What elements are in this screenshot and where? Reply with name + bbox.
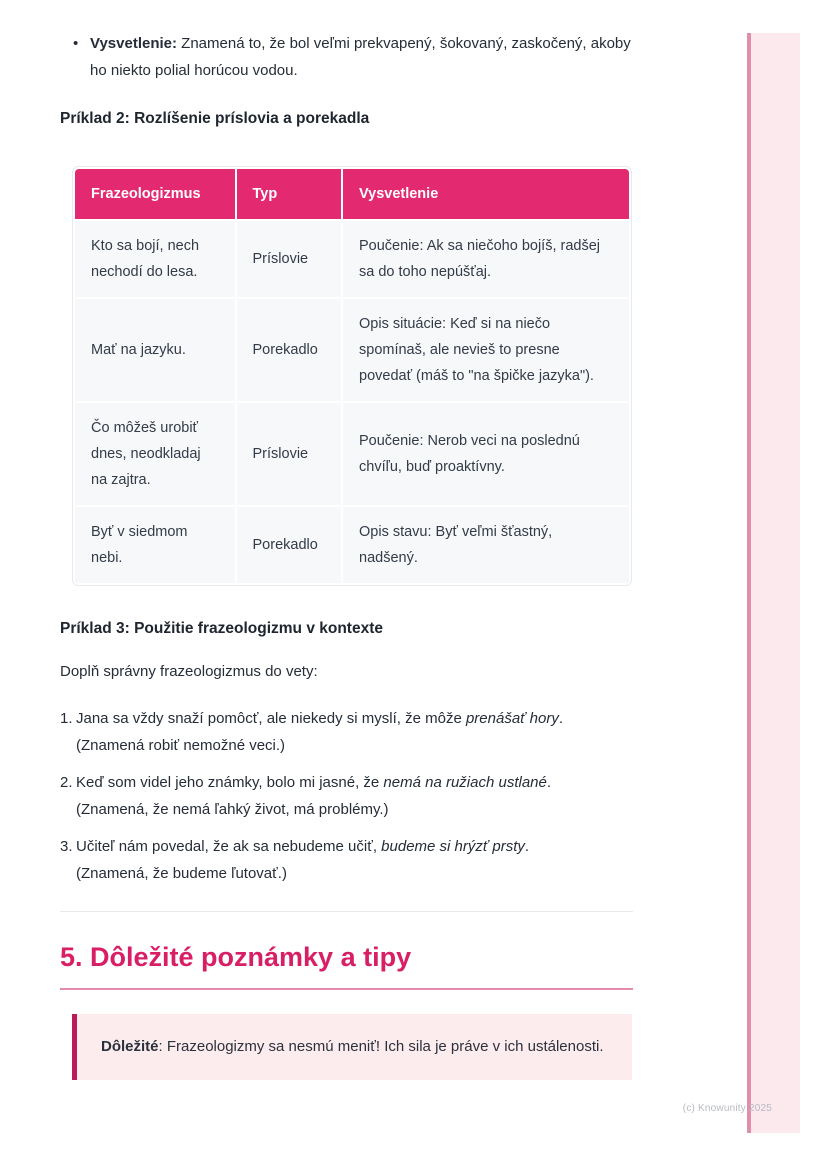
list-item-number: 3.: [60, 838, 73, 855]
list-item: [60, 705, 633, 759]
cell-frazeologizmus: Mať na jazyku.: [75, 299, 235, 401]
meaning-note: (Znamená, že nemá ľahký život, má problémy.): [76, 801, 389, 818]
table-header-row: [75, 169, 629, 219]
phraseology-table: [73, 167, 631, 585]
section-divider: [60, 911, 633, 912]
cell-frazeologizmus: Kto sa bojí, nech nechodí do lesa.: [75, 221, 235, 297]
cell-typ: Príslovie: [237, 403, 342, 505]
important-callout: [72, 1014, 632, 1080]
right-margin-stripe-band: [751, 33, 800, 1133]
section-heading-5: 5. Dôležité poznámky a tipy: [60, 940, 633, 990]
list-item-text: [76, 705, 633, 759]
idiom-italic: budeme si hrýzť prsty: [381, 838, 525, 855]
exercise-intro: Doplň správny frazeologizmus do vety:: [60, 663, 318, 680]
cell-frazeologizmus: Čo môžeš urobiť dnes, neodkladaj na zajtra.: [75, 403, 235, 505]
table-row: [75, 507, 629, 583]
cell-vysvetlenie: Opis stavu: Byť veľmi šťastný, nadšený.: [343, 507, 629, 583]
bullet-text: [90, 30, 633, 84]
table-row: [75, 221, 629, 297]
list-item: [60, 769, 633, 823]
sentence-start: Keď som videl jeho známky, bolo mi jasné, že: [76, 774, 384, 791]
cell-vysvetlenie: Opis situácie: Keď si na niečo spomínaš, ale nevieš to presne povedať (máš to "na špičke jazyka").: [343, 299, 629, 401]
list-item-number: 1.: [60, 710, 73, 727]
meaning-note: (Znamená robiť nemožné veci.): [76, 737, 286, 754]
cell-frazeologizmus: Byť v siedmom nebi.: [75, 507, 235, 583]
sentence-end: .: [558, 710, 564, 727]
bullet-marker: •: [73, 35, 79, 52]
table-row: [75, 299, 629, 401]
column-header-vysvetlenie: Vysvetlenie: [343, 169, 629, 219]
idiom-italic: nemá na ružiach ustlané: [383, 774, 547, 791]
table-row: [75, 403, 629, 505]
right-margin-stripe-line: [747, 33, 751, 1133]
heading-priklad-3: Príklad 3: Použitie frazeologizmu v kontexte: [60, 620, 383, 637]
list-item-number: 2.: [60, 774, 73, 791]
heading-priklad-2: Príklad 2: Rozlíšenie príslovia a porekadla: [60, 110, 370, 127]
bullet-item-vysvetlenie: [60, 30, 633, 84]
sentence-start: Jana sa vždy snaží pomôcť, ale niekedy si myslí, že môže: [76, 710, 466, 727]
sentence-end: .: [524, 838, 530, 855]
column-header-typ: Typ: [237, 169, 342, 219]
meaning-note: (Znamená, že budeme ľutovať.): [76, 865, 287, 882]
idiom-italic: prenášať hory: [465, 710, 559, 727]
cell-typ: Príslovie: [237, 221, 342, 297]
sentence-end: .: [546, 774, 552, 791]
cell-vysvetlenie: Poučenie: Nerob veci na poslednú chvíľu, buď proaktívny.: [343, 403, 629, 505]
cell-vysvetlenie: Poučenie: Ak sa niečoho bojíš, radšej sa do toho nepúšťaj.: [343, 221, 629, 297]
cell-typ: Porekadlo: [237, 299, 342, 401]
phraseology-table-wrap: [72, 166, 632, 586]
cell-typ: Porekadlo: [237, 507, 342, 583]
callout-label: Dôležité: [101, 1038, 159, 1055]
list-item-text: [76, 769, 633, 823]
copyright-watermark: (c) Knowunity 2025: [682, 1103, 772, 1114]
bullet-label: Vysvetlenie:: [90, 35, 177, 52]
list-item-text: [76, 833, 633, 887]
numbered-list: [60, 705, 633, 887]
bullet-body: Znamená to, že bol veľmi prekvapený, šokovaný, zaskočený, akoby ho niekto polial horúcou vodou.: [90, 35, 631, 79]
sentence-start: Učiteľ nám povedal, že ak sa nebudeme učiť,: [76, 838, 382, 855]
column-header-frazeologizmus: Frazeologizmus: [75, 169, 235, 219]
callout-text: : Frazeologizmy sa nesmú meniť! Ich sila je práve v ich ustálenosti.: [158, 1038, 604, 1055]
document-content: [60, 0, 633, 1080]
list-item: [60, 833, 633, 887]
